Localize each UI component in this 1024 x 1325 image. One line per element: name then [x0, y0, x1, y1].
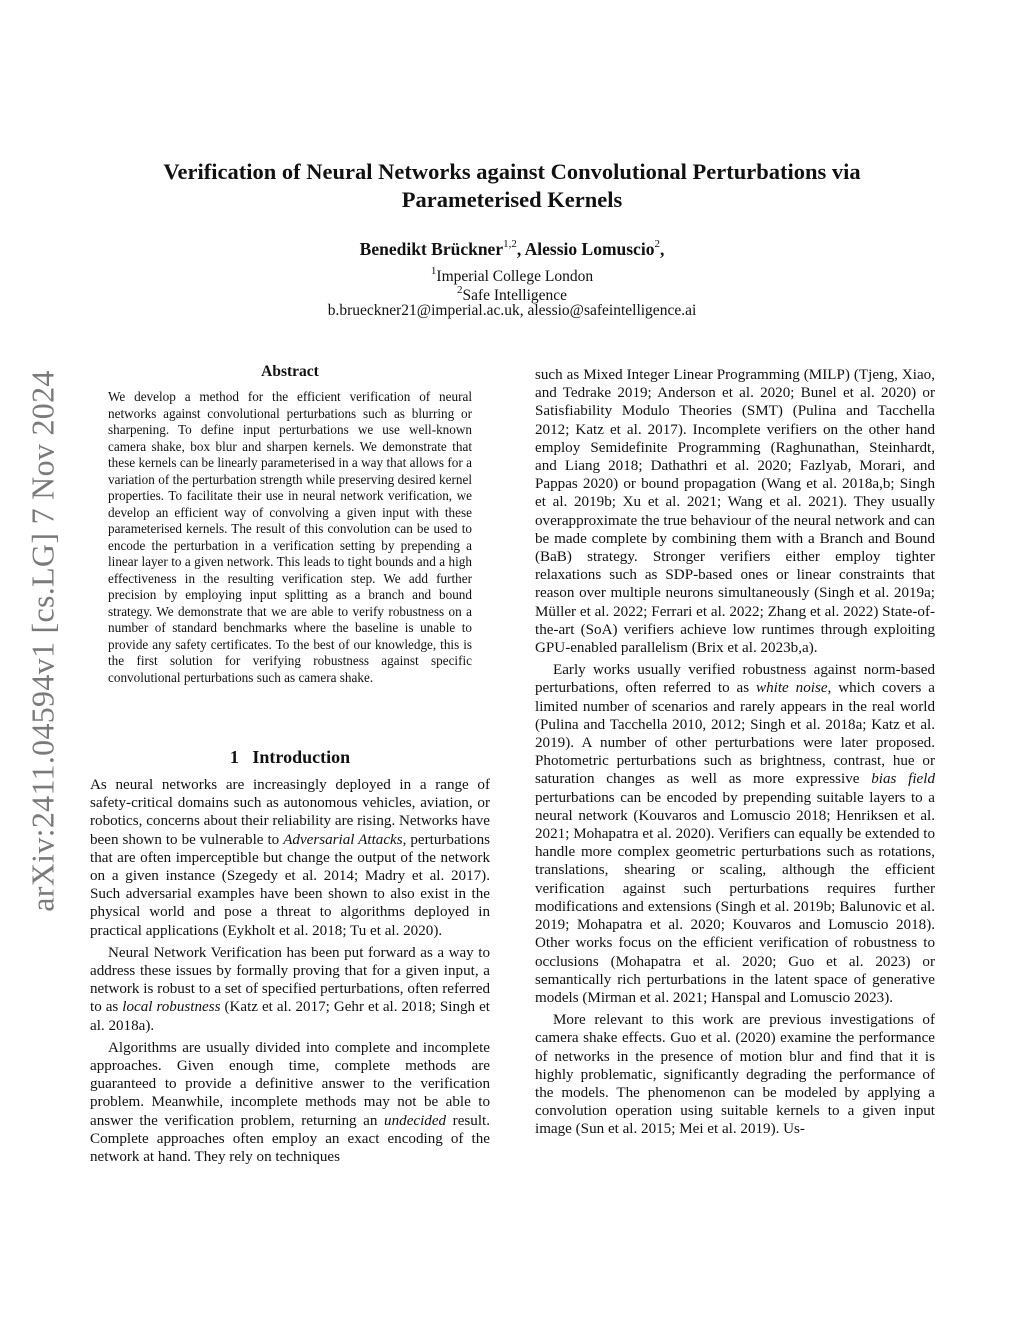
affiliation-sup: 1 [430, 265, 437, 277]
affiliation-name: Imperial College London [436, 268, 594, 286]
right-column [535, 366, 935, 1143]
paragraph [535, 366, 935, 657]
author-affil-sup: 1,2 [503, 238, 517, 250]
text-run: More relevant to this work are previous investigations of camera shake effects. Guo et al. (2020) examine the performance of networks in the presence of motion blur and find that it is highly problematic, significantly degrading the performance of the models. The phenomenon can be modeled by applying a convolution operation using suitable kernels to a given input image (Sun et al. 2015; Mei et al. 2019). Us- [535, 1012, 935, 1138]
section-heading-introduction [90, 747, 490, 768]
abstract-text: We develop a method for the efficient verification of neural networks against convolutional perturbations such as blurring or sharpening. To define input perturbations we use well-known camera shake, box blur and sharpen kernels. We demonstrate that these kernels can be linearly parameterised in a way that allows for a variation of the perturbation strength while preserving desired kernel properties. To facilitate their use in neural network verification, we develop an efficient way of convolving a given input with these parameterised kernels. The result of this convolution can be used to encode the perturbation in a verification setting by prepending a linear layer to a given network. This leads to tight bounds and a high effectiveness in the resulting verification step. We add further precision by employing input splitting as a branch and bound strategy. We demonstrate that we are able to verify robustness on a number of standard benchmarks where the baseline is unable to provide any safety certificates. To the best of our knowledge, this is the first solution for verifying robustness against specific convolutional perturbations such as camera shake. [108, 389, 472, 685]
paragraph [90, 944, 490, 1035]
author-emails: b.brueckner21@imperial.ac.uk, alessio@safeintelligence.ai [327, 302, 697, 319]
author-name: Alessio Lomuscio [524, 238, 655, 259]
affiliation-name: Safe Intelligence [462, 287, 568, 305]
text-run: Early works usually verified robustness against norm-based perturbations, often referred to as [535, 662, 935, 697]
text-run: Algorithms are usually divided into complete and incomplete approaches. Given enough time, complete methods are guaranteed to provide a definitive answer to the verification problem. Meanwhile, incomplete methods may not be able to answer the verification problem, returning an [90, 1039, 490, 1129]
text-run: Neural Network Verification has been put forward as a way to address these issues by formally proving that for a given input, a network is robust to a set of specified perturbations, often referred to as [90, 944, 490, 1016]
abstract-title: Abstract [261, 363, 319, 380]
author-line [108, 233, 916, 261]
text-run: , which covers a limited number of scenarios and rarely appears in the real world (Pulina and Tacchella 2010, 2012; Singh et al. 2018a; Katz et al. 2019). A number of other perturbations were later proposed. Photometric perturbations such as brightness, contrast, hue or saturation changes as well as more expressive [535, 680, 936, 788]
text-run: (Katz et al. 2017; Gehr et al. 2018; Singh et al. 2018a). [90, 999, 490, 1034]
author-name: Benedikt Brückner [359, 238, 504, 259]
section-title: Introduction [252, 747, 351, 767]
text-run: perturbations can be encoded by prepending suitable layers to a neural network (Kouvaros and Lomuscio 2018; Henriksen et al. 2021; Mohapatra et al. 2020). Verifiers can equally be extended to handle more complex geometric perturbations such as rotations, translations, shearing or scaling, although the efficient verification against such perturbations requires further modifications and extensions (Singh et al. 2019b; Balunovic et al. 2019; Mohapatra et al. 2020; Kouvaros and Lomuscio 2018). Other works focus on the efficient verification of robustness to occlusions (Mohapatra et al. 2020; Guo et al. 2023) or semantically rich perturbations in the latent space of generative models (Mirman et al. 2021; Hanspal and Lomuscio 2023). [535, 789, 935, 1006]
text-run: such as Mixed Integer Linear Programming (MILP) (Tjeng, Xiao, and Tedrake 2019; Anderson et al. 2020; Bunel et al. 2020) or Satisfiability Modulo Theories (SMT) (Pulina and Tacchella 2012; Katz et al. 2017). Incomplete verifiers on the other hand employ Semidefinite Programming (Raghunathan, Steinhardt, and Liang 2018; Dathathri et al. 2020; Fazlyab, Morari, and Pappas 2020) or bound propagation (Wang et al. 2018a,b; Singh et al. 2019b; Xu et al. 2021; Wang et al. 2021). They usually overapproximate the true behaviour of the neural network and can be made complete by combining them with a Branch and Bound (BaB) strategy. Stronger verifiers either employ tighter relaxations such as SDP-based ones or linear constraints that reason over multiple neurons simultaneously (Singh et al. 2019a; Müller et al. 2022; Ferrari et al. 2022; Zhang et al. 2022) State-of-the-art (SoA) verifiers achieve low runtimes through exploiting GPU-enabled parallelism (Brix et al. 2023b,a). [535, 367, 935, 657]
author-separator: , [516, 238, 525, 259]
affiliation-sup: 2 [456, 284, 463, 296]
text-run: , perturbations that are often imperceptible but change the output of the network on a given instance (Szegedy et al. 2014; Madry et al. 2017). Such adversarial examples have been shown to also exist in the physical world and pose a threat to algorithms deployed in practical applications (Eykholt et al. 2018; Tu et al. 2020). [90, 831, 490, 939]
emphasized-text: Adversarial Attacks [283, 831, 403, 848]
emphasized-text: local robustness [122, 999, 221, 1016]
text-run: result. Complete approaches often employ an exact encoding of the network at hand. They rely on techniques [90, 1112, 490, 1166]
paragraph [90, 1039, 490, 1166]
emphasized-text: white noise [756, 680, 828, 697]
emphasized-text: bias field [871, 771, 935, 788]
text-run: As neural networks are increasingly deployed in a range of safety-critical domains such as autonomous vehicles, aviation, or robotics, concerns about their reliability are rising. Networks have been shown to be vulnerable to [90, 777, 490, 848]
emphasized-text: undecided [384, 1112, 447, 1129]
paragraph [90, 776, 490, 940]
left-column [90, 776, 490, 1170]
paragraph [535, 661, 935, 1007]
paper-title: Verification of Neural Networks against Convolutional Perturbations via Parameterised Kernels [163, 159, 861, 212]
author-affil-sup: 2 [654, 238, 660, 250]
section-number: 1 [229, 747, 239, 767]
author-trailing: , [659, 238, 665, 259]
arxiv-identifier: arXiv:2411.04594v1 [cs.LG] 7 Nov 2024 [24, 370, 61, 912]
paragraph [535, 1011, 935, 1138]
